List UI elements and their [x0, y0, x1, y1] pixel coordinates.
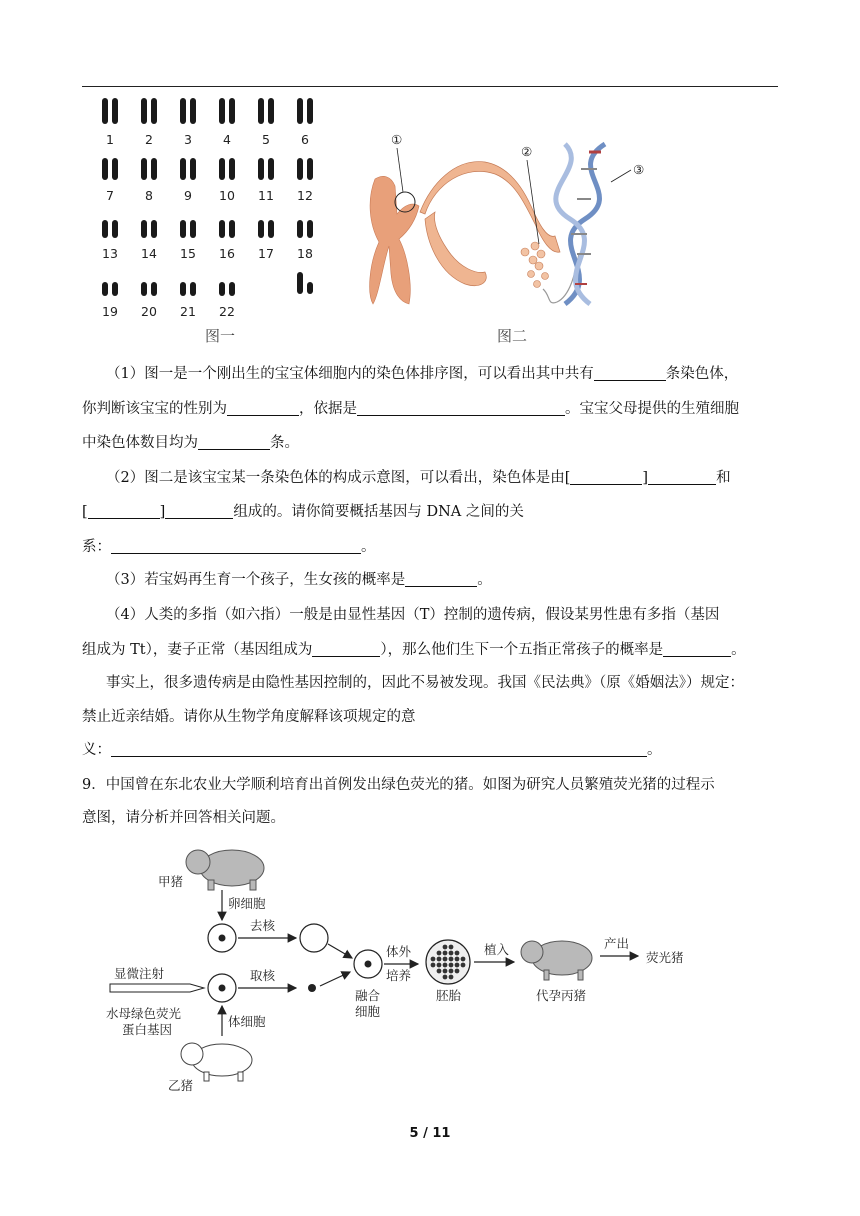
nucleosome-beads	[521, 242, 549, 288]
q-line-8: （4）人类的多指（如六指）一般是由显性基因（T）控制的遗传病，假设某男性患有多指（基因	[106, 607, 720, 623]
chromosome-8-2	[151, 158, 157, 180]
karyotype-number-22: 22	[219, 304, 235, 319]
karyotype-number-11: 11	[258, 188, 274, 203]
header-rule	[82, 86, 778, 87]
chromosome-10-1	[219, 158, 225, 180]
sex-chromosome-x	[297, 272, 303, 294]
figure1-caption: 图一	[205, 327, 236, 345]
chromosome-5-2	[268, 98, 274, 124]
karyotype-number-19: 19	[102, 304, 118, 319]
embryo-label: 胚胎	[436, 988, 462, 1003]
figure2-caption: 图二	[497, 327, 528, 345]
chromosome-20-1	[141, 282, 147, 296]
chromosome-11-2	[268, 158, 274, 180]
karyotype-figure	[96, 94, 346, 324]
microinject-label: 显微注射	[114, 966, 165, 981]
chromosome-15-1	[180, 220, 186, 238]
surrogate-label: 代孕丙猪	[536, 988, 587, 1003]
chromosome-18-2	[307, 220, 313, 238]
chromosome-17-2	[268, 220, 274, 238]
q-line-13: 9．中国曾在东北农业大学顺利培育出首例发出绿色荧光的猪。如图为研究人员繁殖荧光猪的过程示	[82, 777, 715, 793]
pig-a-icon	[186, 850, 264, 890]
cloning-process-figure	[100, 840, 720, 1100]
chromosome-14-1	[141, 220, 147, 238]
chromosome-21-2	[190, 282, 196, 296]
chromosome-11-1	[258, 158, 264, 180]
sex-chromosome-y	[307, 282, 313, 294]
enucleated-egg-icon	[300, 924, 328, 952]
chromosome-16-1	[219, 220, 225, 238]
q-line-4: （2）图二是该宝宝某一条染色体的构成示意图，可以看出，染色体是由[ ] 和	[106, 470, 731, 486]
chromosome-9-2	[190, 158, 196, 180]
pig-b-icon	[181, 1043, 252, 1081]
karyotype-number-4: 4	[223, 132, 231, 147]
chromosome-8-1	[141, 158, 147, 180]
chromosome-1-1	[102, 98, 108, 124]
chromosome-3-1	[180, 98, 186, 124]
chromosome-6-1	[297, 98, 303, 124]
egg-cell-label: 卵细胞	[228, 896, 266, 911]
q-line-1: （1）图一是一个刚出生的宝宝体细胞内的染色体排序图，可以看出其中共有 条染色体，	[106, 366, 739, 382]
chromosome-12-1	[297, 158, 303, 180]
needle-icon	[110, 984, 204, 992]
nucleus-icon	[308, 984, 316, 992]
chromosome-4-1	[219, 98, 225, 124]
chromosome-7-1	[102, 158, 108, 180]
produce-label: 产出	[604, 936, 630, 951]
chromosome-15-2	[190, 220, 196, 238]
chromosome-structure-figure	[365, 124, 665, 324]
karyotype-number-15: 15	[180, 246, 196, 261]
chromosome-shape	[370, 176, 419, 304]
karyotype-number-8: 8	[145, 188, 153, 203]
q-line-9: 组成为 Tt），妻子正常（基因组成为 ），那么他们生下一个五指正常孩子的概率是 。	[82, 642, 746, 658]
q-line-5: [ ] 组成的。请你简要概括基因与 DNA 之间的关	[82, 504, 524, 520]
enucleate-label: 去核	[250, 918, 276, 933]
marker-1: ①	[391, 132, 403, 147]
karyotype-number-18: 18	[297, 246, 313, 261]
karyotype-number-13: 13	[102, 246, 118, 261]
chromosome-14-2	[151, 220, 157, 238]
chromosome-6-2	[307, 98, 313, 124]
pig-b-label: 乙猪	[168, 1078, 194, 1093]
take-nucleus-label: 取核	[250, 968, 276, 983]
karyotype-number-16: 16	[219, 246, 235, 261]
chromosome-2-2	[151, 98, 157, 124]
chromosome-22-2	[229, 282, 235, 296]
chromosome-3-2	[190, 98, 196, 124]
culture-label-2: 培养	[386, 968, 412, 983]
page-number: 5 / 11	[409, 1126, 451, 1141]
chromosome-22-1	[219, 282, 225, 296]
q-line-12: 义： 。	[82, 742, 662, 758]
chromosome-21-1	[180, 282, 186, 296]
embryo-icon	[426, 940, 470, 984]
q-line-7: （3）若宝妈再生育一个孩子，生女孩的概率是 。	[106, 572, 492, 588]
q-line-10: 事实上，很多遗传病是由隐性基因控制的，因此不易被发现。我国《民法典》（原《婚姻法》）规定：	[106, 675, 744, 691]
q-line-11: 禁止近亲结婚。请你从生物学角度解释该项规定的意	[82, 709, 416, 725]
karyotype-number-17: 17	[258, 246, 274, 261]
chromosome-19-2	[112, 282, 118, 296]
karyotype-number-21: 21	[180, 304, 196, 319]
somatic-cell-label: 体细胞	[228, 1014, 266, 1029]
chromosome-13-2	[112, 220, 118, 238]
chromosome-12-2	[307, 158, 313, 180]
fused-label-1: 融合	[355, 988, 381, 1003]
karyotype-number-5: 5	[262, 132, 270, 147]
culture-label-1: 体外	[386, 944, 412, 959]
q-line-14: 意图，请分析并回答相关问题。	[82, 810, 285, 826]
fused-label-2: 细胞	[355, 1004, 381, 1019]
chromosome-19-1	[102, 282, 108, 296]
marker-3: ③	[633, 162, 645, 177]
surrogate-pig-icon	[521, 941, 592, 980]
karyotype-number-2: 2	[145, 132, 153, 147]
chromosome-20-2	[151, 282, 157, 296]
chromosome-5-1	[258, 98, 264, 124]
chromosome-10-2	[229, 158, 235, 180]
gene-label-1: 水母绿色荧光	[106, 1006, 182, 1021]
chromosome-9-1	[180, 158, 186, 180]
chromosome-13-1	[102, 220, 108, 238]
karyotype-number-14: 14	[141, 246, 157, 261]
chromosome-7-2	[112, 158, 118, 180]
dna-helix	[556, 144, 605, 304]
karyotype-number-7: 7	[106, 188, 114, 203]
chromosome-1-2	[112, 98, 118, 124]
q-line-3: 中染色体数目均为 条。	[82, 435, 299, 451]
pig-a-label: 甲猪	[158, 874, 184, 889]
q-line-2: 你判断该宝宝的性别为 ，依据是 。宝宝父母提供的生殖细胞	[82, 401, 739, 417]
result-label: 荧光猪	[646, 950, 684, 965]
chromosome-16-2	[229, 220, 235, 238]
implant-label: 植入	[484, 942, 510, 957]
karyotype-number-20: 20	[141, 304, 157, 319]
karyotype-number-1: 1	[106, 132, 114, 147]
chromosome-2-1	[141, 98, 147, 124]
chromosome-17-1	[258, 220, 264, 238]
karyotype-number-12: 12	[297, 188, 313, 203]
karyotype-number-10: 10	[219, 188, 235, 203]
karyotype-number-3: 3	[184, 132, 192, 147]
q-line-6: 系： 。	[82, 539, 376, 555]
gene-label-2: 蛋白基因	[122, 1022, 173, 1037]
chromosome-4-2	[229, 98, 235, 124]
karyotype-number-9: 9	[184, 188, 192, 203]
karyotype-number-6: 6	[301, 132, 309, 147]
chromosome-18-1	[297, 220, 303, 238]
marker-2: ②	[521, 144, 533, 159]
